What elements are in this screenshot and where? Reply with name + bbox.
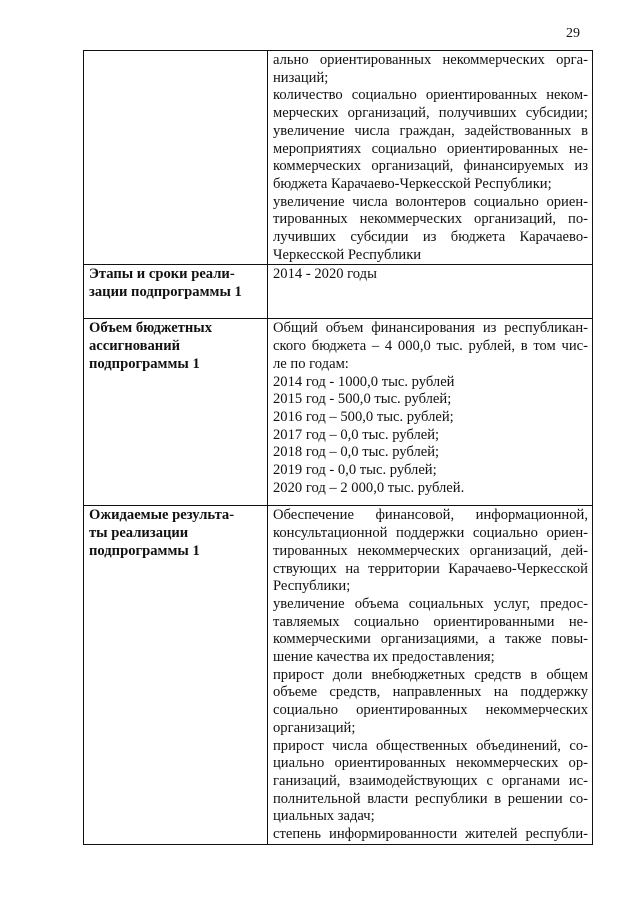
label-line: Этапы и сроки реали- (89, 266, 235, 283)
stages-label (84, 265, 268, 319)
text-line: социально ориентированных некоммерческих (273, 702, 588, 719)
table-row (84, 319, 593, 506)
text-line: мерческих организаций, получивших субсидии; (273, 105, 588, 122)
text-line: консультационной поддержки социально ориен- (273, 525, 588, 542)
subprogram-passport-table (83, 50, 593, 845)
text-line: тированных некоммерческих организаций, дей- (273, 542, 588, 559)
text-line: 2016 год – 500,0 тыс. рублей; (273, 408, 454, 425)
budget-value (268, 319, 593, 506)
text-line: ского бюджета – 4 000,0 тыс. рублей, в том чис- (273, 338, 588, 355)
text-line: увеличение числа граждан, задействованных в (273, 122, 588, 139)
page-number: 29 (566, 26, 580, 41)
text-line: степень информированности жителей республи- (273, 826, 588, 843)
text-line: прирост доли внебюджетных средств в общем (273, 666, 588, 683)
results-value (268, 506, 593, 844)
text-line: ганизаций, взаимодействующих с органами ис- (273, 772, 588, 789)
table-row (84, 265, 593, 319)
text-line: 2014 - 2020 годы (273, 266, 377, 283)
label-line: зации подпрограммы 1 (89, 284, 242, 301)
text-line: коммерческих организаций, финансируемых из (273, 158, 588, 175)
text-line: Республики; (273, 578, 351, 595)
text-line: 2014 год - 1000,0 тыс. рублей (273, 373, 455, 390)
table-row (84, 51, 593, 265)
label-line: Ожидаемые результа- (89, 507, 235, 524)
row-label-empty (84, 51, 268, 265)
text-line: ально ориентированных некоммерческих орга- (273, 52, 588, 68)
text-line: Черкесской Республики (273, 246, 422, 263)
text-line: Обеспечение финансовой, информационной, (273, 507, 588, 524)
text-line: 2017 год – 0,0 тыс. рублей; (273, 426, 440, 443)
text-line: прирост числа общественных объединений, со- (273, 737, 588, 754)
results-label (84, 506, 268, 844)
text-line: шение качества их предоставления; (273, 649, 495, 666)
text-line: 2020 год – 2 000,0 тыс. рублей. (273, 479, 465, 496)
text-line: 2015 год - 500,0 тыс. рублей; (273, 391, 452, 408)
text-line: циально ориентированных некоммерческих ор- (273, 755, 588, 772)
text-line: ле по годам: (273, 355, 349, 372)
label-line: подпрограммы 1 (89, 355, 200, 372)
label-line: подпрограммы 1 (89, 542, 200, 559)
indicators-cell (268, 51, 593, 265)
text-line: циальных задач; (273, 808, 375, 825)
text-line: увеличение объема социальных услуг, предос- (273, 595, 588, 612)
text-line: лучивших субсидии из бюджета Карачаево- (273, 229, 588, 246)
text-line: низаций; (273, 69, 329, 86)
table-row (84, 506, 593, 844)
stages-value (268, 265, 593, 319)
text-line: мероприятиях социально ориентированных не- (273, 140, 588, 157)
text-line: тированных некоммерческих организаций, по- (273, 211, 588, 228)
label-line: ты реализации (89, 525, 189, 542)
text-line: тавляемых социально ориентированными не- (273, 613, 588, 630)
text-line: Общий объем финансирования из республикан- (273, 320, 588, 337)
text-line: увеличение числа волонтеров социально ориен- (273, 193, 588, 210)
label-line: Объем бюджетных (89, 320, 212, 337)
text-line: 2019 год - 0,0 тыс. рублей; (273, 462, 437, 479)
label-line: ассигнований (89, 338, 181, 355)
text-line: коммерческими организациями, а также повы- (273, 631, 588, 648)
text-line: ствующих на территории Карачаево-Черкесской (273, 560, 588, 577)
budget-label (84, 319, 268, 506)
text-line: количество социально ориентированных неком- (273, 87, 588, 104)
text-line: 2018 год – 0,0 тыс. рублей; (273, 444, 440, 461)
text-line: объеме средств, направленных на поддержку (273, 684, 588, 701)
text-line: бюджета Карачаево-Черкесской Республики; (273, 175, 552, 192)
text-line: полнительной власти республики в решении со- (273, 790, 588, 807)
text-line: организаций; (273, 719, 356, 736)
